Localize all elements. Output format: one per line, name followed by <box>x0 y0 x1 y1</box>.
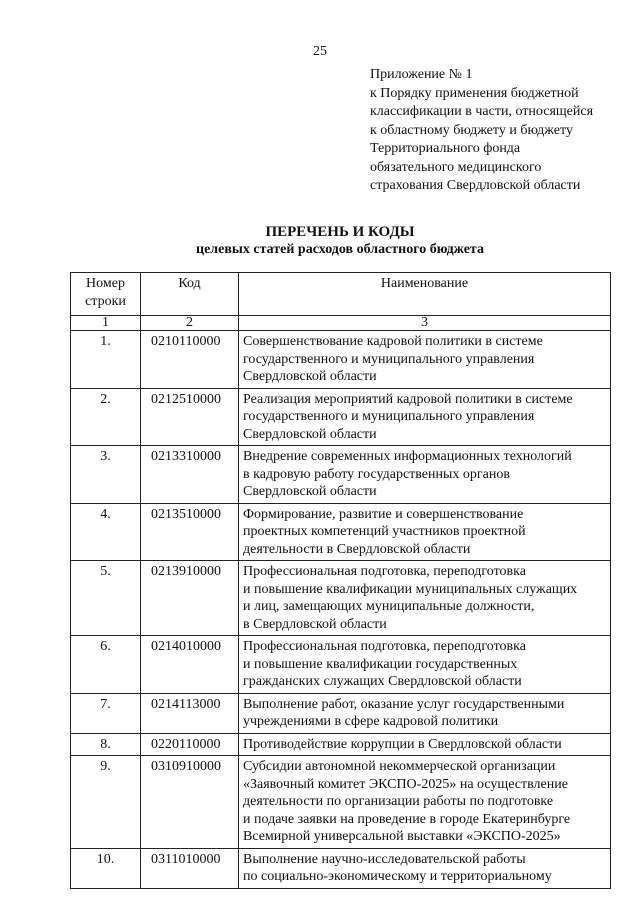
row-name-line: Субсидии автономной некоммерческой организации <box>243 759 556 774</box>
row-name-line: Свердловской области <box>243 484 377 499</box>
appendix-line: классификации в части, относящейся <box>370 104 594 119</box>
row-code: 0311010000 <box>141 848 239 888</box>
row-name-line: в кадровую работу государственных органов <box>243 466 510 482</box>
row-name-line: Совершенствование кадровой политики в системе <box>243 334 543 349</box>
row-name-line: Внедрение современных информационных технологий <box>243 449 572 464</box>
row-name <box>239 561 611 636</box>
row-number: 1. <box>71 331 141 389</box>
row-name-line: деятельности в Свердловской области <box>243 541 471 557</box>
row-number: 6. <box>71 636 141 694</box>
row-code: 0214113000 <box>141 693 239 733</box>
row-code: 0213310000 <box>141 446 239 504</box>
document-title: ПЕРЕЧЕНЬ И КОДЫ <box>265 224 415 240</box>
row-name-line: деятельности по организации работы по подготовке <box>243 794 554 809</box>
table-row <box>71 446 611 504</box>
row-number: 3. <box>71 446 141 504</box>
appendix-line: страхования Свердловской области <box>370 178 581 193</box>
row-code: 0220110000 <box>141 733 239 756</box>
row-name <box>239 636 611 694</box>
row-code: 0214010000 <box>141 636 239 694</box>
row-name-line: Свердловской области <box>243 426 377 442</box>
codes-table <box>70 272 611 889</box>
row-name-line: и повышение квалификации государственных <box>243 656 518 672</box>
row-number: 9. <box>71 756 141 849</box>
column-number: 1 <box>71 316 141 331</box>
row-name <box>239 331 611 389</box>
row-code: 0213510000 <box>141 503 239 561</box>
table-row <box>71 848 611 888</box>
header-row-number-text: Номер строки <box>85 276 126 309</box>
row-name-line: в Свердловской области <box>243 616 387 632</box>
header-code: Код <box>141 273 239 316</box>
column-number-row <box>71 316 611 331</box>
row-name <box>239 693 611 733</box>
row-name <box>239 446 611 504</box>
table-row <box>71 561 611 636</box>
table-header-row <box>71 273 611 316</box>
row-name-line: Выполнение научно-исследовательской работы <box>243 851 526 867</box>
row-name-line: Всемирной универсальной выставки «ЭКСПО-2025» <box>243 829 561 844</box>
appendix-line: к областному бюджету и бюджету <box>370 122 573 138</box>
table-row <box>71 733 611 756</box>
row-name <box>239 733 611 756</box>
row-number: 4. <box>71 503 141 561</box>
row-name-line: Свердловской области <box>243 369 377 384</box>
row-name-line: «Заявочный комитет ЭКСПО-2025» на осуществление <box>243 776 568 792</box>
row-name <box>239 503 611 561</box>
column-number: 3 <box>239 316 611 331</box>
row-name <box>239 848 611 888</box>
row-number: 2. <box>71 388 141 446</box>
row-name-line: Выполнение работ, оказание услуг государственными <box>243 696 565 712</box>
header-row-number <box>71 273 141 316</box>
table-row <box>71 756 611 849</box>
appendix-line: Приложение № 1 <box>370 67 473 82</box>
row-number: 7. <box>71 693 141 733</box>
row-number: 10. <box>71 848 141 888</box>
appendix-line: Территориального фонда <box>370 141 521 156</box>
row-name-line: Формирование, развитие и совершенствование <box>243 506 524 522</box>
row-name-line: проектных компетенций участников проектной <box>243 524 526 539</box>
row-number: 8. <box>71 733 141 756</box>
row-name-line: и подаче заявки на проведение в городе Екатеринбурге <box>243 811 571 827</box>
row-name-line: Противодействие коррупции в Свердловской области <box>243 736 562 752</box>
row-name-line: Реализация мероприятий кадровой политики в системе <box>243 391 573 407</box>
appendix-line: обязательного медицинского <box>370 159 542 175</box>
appendix-note <box>370 66 630 196</box>
document-subtitle: целевых статей расходов областного бюджета <box>196 242 484 257</box>
page-number: 25 <box>313 44 327 59</box>
row-name <box>239 756 611 849</box>
row-name-line: государственного и муниципального управления <box>243 409 535 424</box>
row-code: 0310910000 <box>141 756 239 849</box>
row-name-line: и повышение квалификации муниципальных служащих <box>243 581 578 597</box>
row-code: 0213910000 <box>141 561 239 636</box>
row-code: 0210110000 <box>141 331 239 389</box>
table-row <box>71 388 611 446</box>
appendix-line: к Порядку применения бюджетной <box>370 85 579 101</box>
row-number: 5. <box>71 561 141 636</box>
row-name-line: по социально-экономическому и территориальному <box>243 869 552 884</box>
row-name-line: государственного и муниципального управления <box>243 351 535 367</box>
row-name-line: учреждениями в сфере кадровой политики <box>243 714 499 729</box>
row-name-line: и лиц, замещающих муниципальные должности, <box>243 599 535 614</box>
column-number: 2 <box>141 316 239 331</box>
header-name: Наименование <box>239 273 611 316</box>
row-name-line: гражданских служащих Свердловской области <box>243 674 522 689</box>
table-row <box>71 503 611 561</box>
row-code: 0212510000 <box>141 388 239 446</box>
row-name <box>239 388 611 446</box>
row-name-line: Профессиональная подготовка, переподготовка <box>243 639 526 654</box>
table-row <box>71 693 611 733</box>
table-row <box>71 636 611 694</box>
row-name-line: Профессиональная подготовка, переподготовка <box>243 564 526 579</box>
table-row <box>71 331 611 389</box>
